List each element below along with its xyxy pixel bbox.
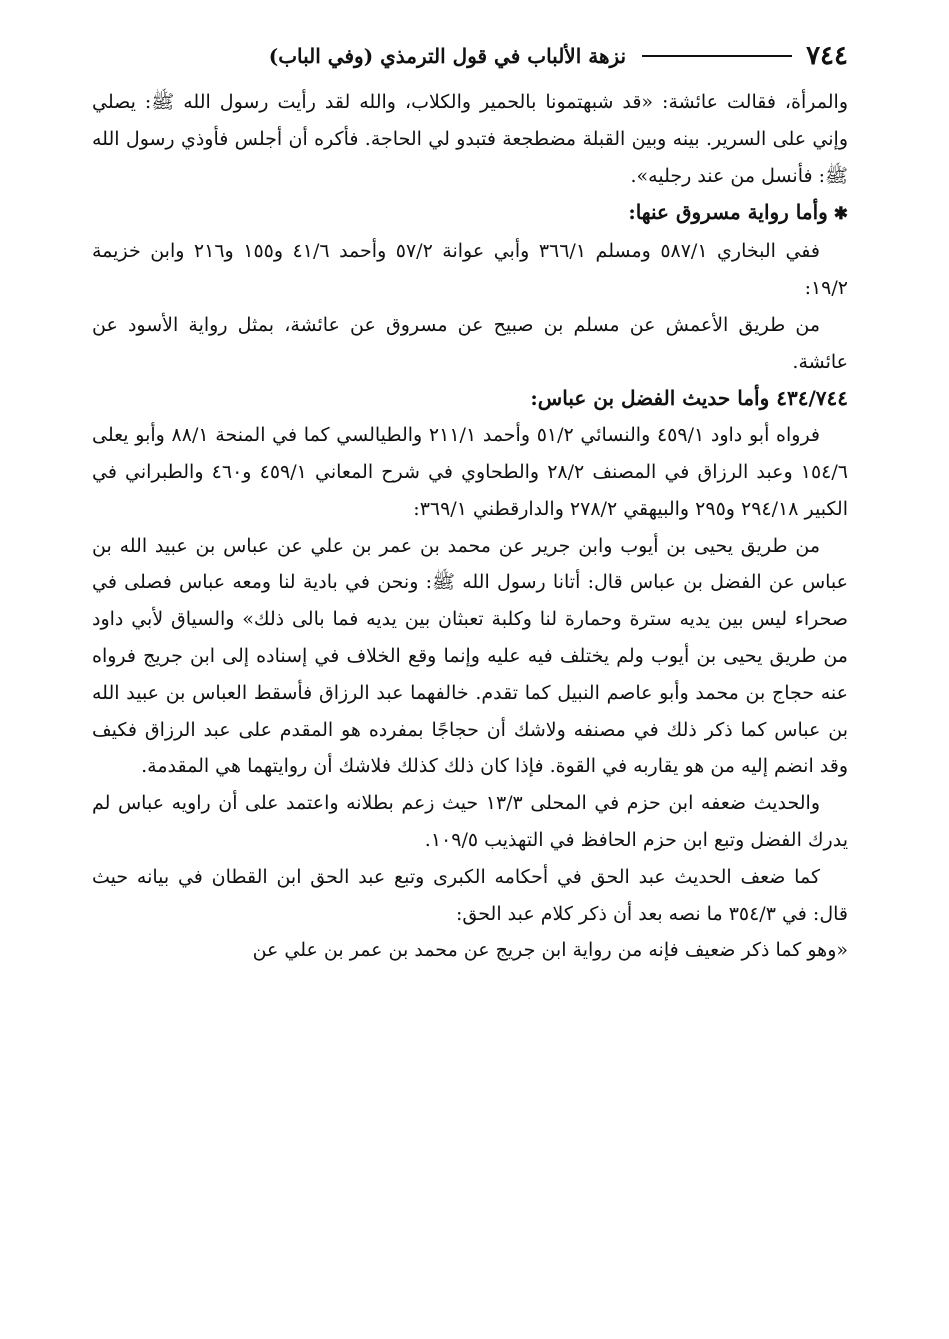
section-heading-masruq: ✱ وأما رواية مسروق عنها: (88, 194, 848, 233)
header-rule (642, 55, 792, 57)
page-number: ٧٤٤ (806, 41, 848, 71)
paragraph-masruq-sources: ففي البخاري ٥٨٧/١ ومسلم ٣٦٦/١ وأبي عوانة ٥٧/٢ وأحمد ٤١/٦ و١٥٥ و٢١٦ وابن خزيمة ١٩/٢: (92, 240, 848, 299)
paragraph-fadl-chain: من طريق يحيى بن أيوب وابن جرير عن محمد بن عمر بن علي عن عباس بن عبيد الله بن عباس عن الفضل بن عباس قال: أتانا رسول الله ﷺ: ونحن في بادية لنا ومعه عباس فصلى في صحراء ليس بين يديه سترة وحمارة لنا وكلبة تعبثان بين يديه فما بالى ذلك» والسياق لأبي داود من طريق يحيى بن أيوب ولم يختلف فيه عليه وإنما وقع الخلاف في إسناده إلى ابن جريج فرواه عنه حجاج بن محمد وأبو عاصم النبيل كما تقدم. خالفهما عبد الرزاق فأسقط العباس بن عبيد الله بن عباس كما ذكر ذلك في مصنفه ولاشك أن حجاجًا بمفرده هو المقدم على عبد الرزاق فكيف وقد انضم إليه من هو يقاربه في القوة. فإذا كان ذلك كذلك فلاشك أن روايتهما هي المقدمة. (92, 534, 848, 778)
paragraph-fadl-sources: فرواه أبو داود ٤٥٩/١ والنسائي ٥١/٢ وأحمد ٢١١/١ والطيالسي كما في المنحة ٨٨/١ وأبو يعلى ١٥٤/٦ وعبد الرزاق في المصنف ٢٨/٢ والطحاوي في شرح المعاني ٤٥٩/١ و٤٦٠ والطبراني في الكبير ٢٩٤/١٨ و٢٩٥ والبيهقي ٢٧٨/٢ والدارقطني ٣٦٩/١: (92, 424, 848, 520)
paragraph-aisha-quote: والمرأة، فقالت عائشة: «قد شبهتمونا بالحمير والكلاب، والله لقد رأيت رسول الله ﷺ: يصلي وإني على السرير. بينه وبين القبلة مضطجعة فتبدو لي الحاجة. فأكره أن أجلس فأوذي رسول الله ﷺ: فأنسل من عند رجليه». (92, 91, 848, 187)
book-page (88, 36, 848, 969)
page-body (88, 84, 848, 969)
page-header (88, 36, 848, 76)
section-heading-fadl: ٤٣٤/٧٤٤ وأما حديث الفضل بن عباس: (530, 386, 848, 411)
paragraph-ibn-al-qattan-quote: «وهو كما ذكر ضعيف فإنه من رواية ابن جريج عن محمد بن عمر بن علي عن (252, 939, 848, 962)
paragraph-masruq-chain: من طريق الأعمش عن مسلم بن صبيح عن مسروق عن عائشة، بمثل رواية الأسود عن عائشة. (92, 313, 848, 373)
paragraph-ibn-hazm: والحديث ضعفه ابن حزم في المحلى ١٣/٣ حيث زعم بطلانه واعتمد على أن راويه عباس لم يدرك الفضل وتبع ابن حزم الحافظ في التهذيب ١٠٩/٥. (92, 792, 848, 851)
paragraph-abd-al-haqq: كما ضعف الحديث عبد الحق في أحكامه الكبرى وتبع عبد الحق ابن القطان في بيانه حيث قال: في ٣٥٤/٣ ما نصه بعد أن ذكر كلام عبد الحق: (92, 865, 848, 925)
running-title: نزهة الألباب في قول الترمذي (وفي الباب) (268, 44, 627, 68)
